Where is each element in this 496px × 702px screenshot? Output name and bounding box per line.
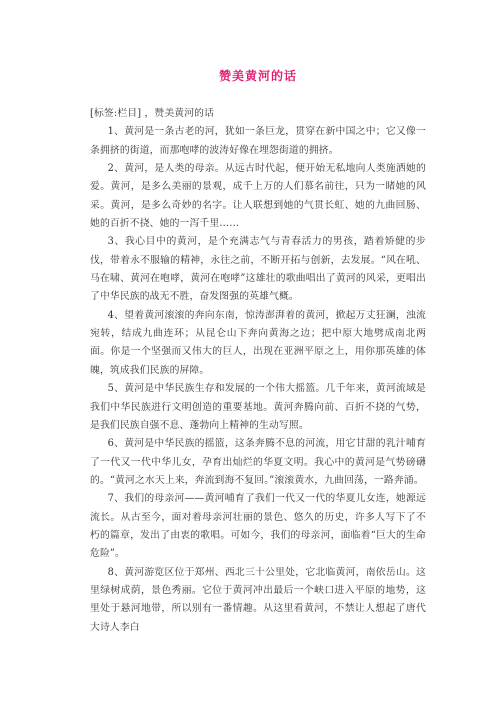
paragraph-8: 8、黄河游览区位于郑州、西北三十公里处，它北临黄河，南依岳山。这里绿树成荫，景色秀丽。它位于黄河冲出最后一个峡口进入平原的地势，这里处于悬河地带，所以别有一番情趣。从这里看黄河，不禁让人想起了唐代大诗人李白 [90, 566, 426, 633]
paragraph-2: 2、黄河，是人类的母亲。从远古时代起，便开始无私地向人类施洒她的爱。黄河，是多么美丽的景观，成千上万的人们慕名前往，只为一睹她的风采。黄河，是多么奇妙的名字。让人联想到她的气贯长虹、她的九曲回肠、她的百折不挠、她的一泻千里…… [90, 163, 426, 230]
paragraph-3: 3、我心目中的黄河，是个充满志气与青春活力的男孩，踏着矫健的步伐，带着永不服输的精神，永往之前，不断开拓与创新，去发展。“风在吼、马在啸、黄河在咆哮，黄河在咆哮”这雄壮的歌曲唱出了黄河的风采，更唱出了中华民族的战无不胜，奋发图强的英雄气概。 [90, 236, 426, 303]
paragraph-1: 1、黄河是一条古老的河，犹如一条巨龙，贯穿在新中国之中；它又像一条拥挤的街道，而那咆哮的波涛好像在埋怨街道的拥挤。 [90, 126, 426, 156]
article-body [90, 105, 426, 637]
paragraph-6: 6、黄河是中华民族的摇篮，这条奔腾不息的河流，用它甘甜的乳汁哺育了一代又一代中华儿女，孕育出灿烂的华夏文明。我心中的黄河是气势磅礴的。“黄河之水天上来，奔流到海不复回。”滚滚黄水，九曲回荡，一路奔涌。 [90, 438, 426, 486]
intro-line: [标签:栏目] ，赞美黄河的话 [90, 108, 215, 119]
paragraph-4: 4、望着黄河滚滚的奔向东南，惊涛澎湃着的黄河，掀起万丈狂澜，浊流宛转，结成九曲连环；从昆仑山下奔向黄海之边；把中原大地劈成南北两面。你是一个坚强而又伟大的巨人，出现在亚洲平原之上，用你那英雄的体魄，筑成我们民族的屏障。 [90, 309, 426, 376]
paragraph-7: 7、我们的母亲河——黄河哺育了我们一代又一代的华夏儿女连，她源远流长。从古至今，面对着母亲河壮丽的景色、悠久的历史，许多人写下了不朽的篇章，发出了由衷的歌唱。可如今，我们的母亲河，面临着“巨大的生命危险”。 [90, 493, 426, 560]
page-title: 赞美黄河的话 [218, 69, 297, 83]
paragraph-5: 5、黄河是中华民族生存和发展的一个伟大摇篮。几千年来，黄河流域是我们中华民族进行文明创造的重要基地。黄河奔腾向前、百折不挠的气势，是我们民族自强不息、蓬勃向上精神的生动写照。 [90, 383, 426, 431]
